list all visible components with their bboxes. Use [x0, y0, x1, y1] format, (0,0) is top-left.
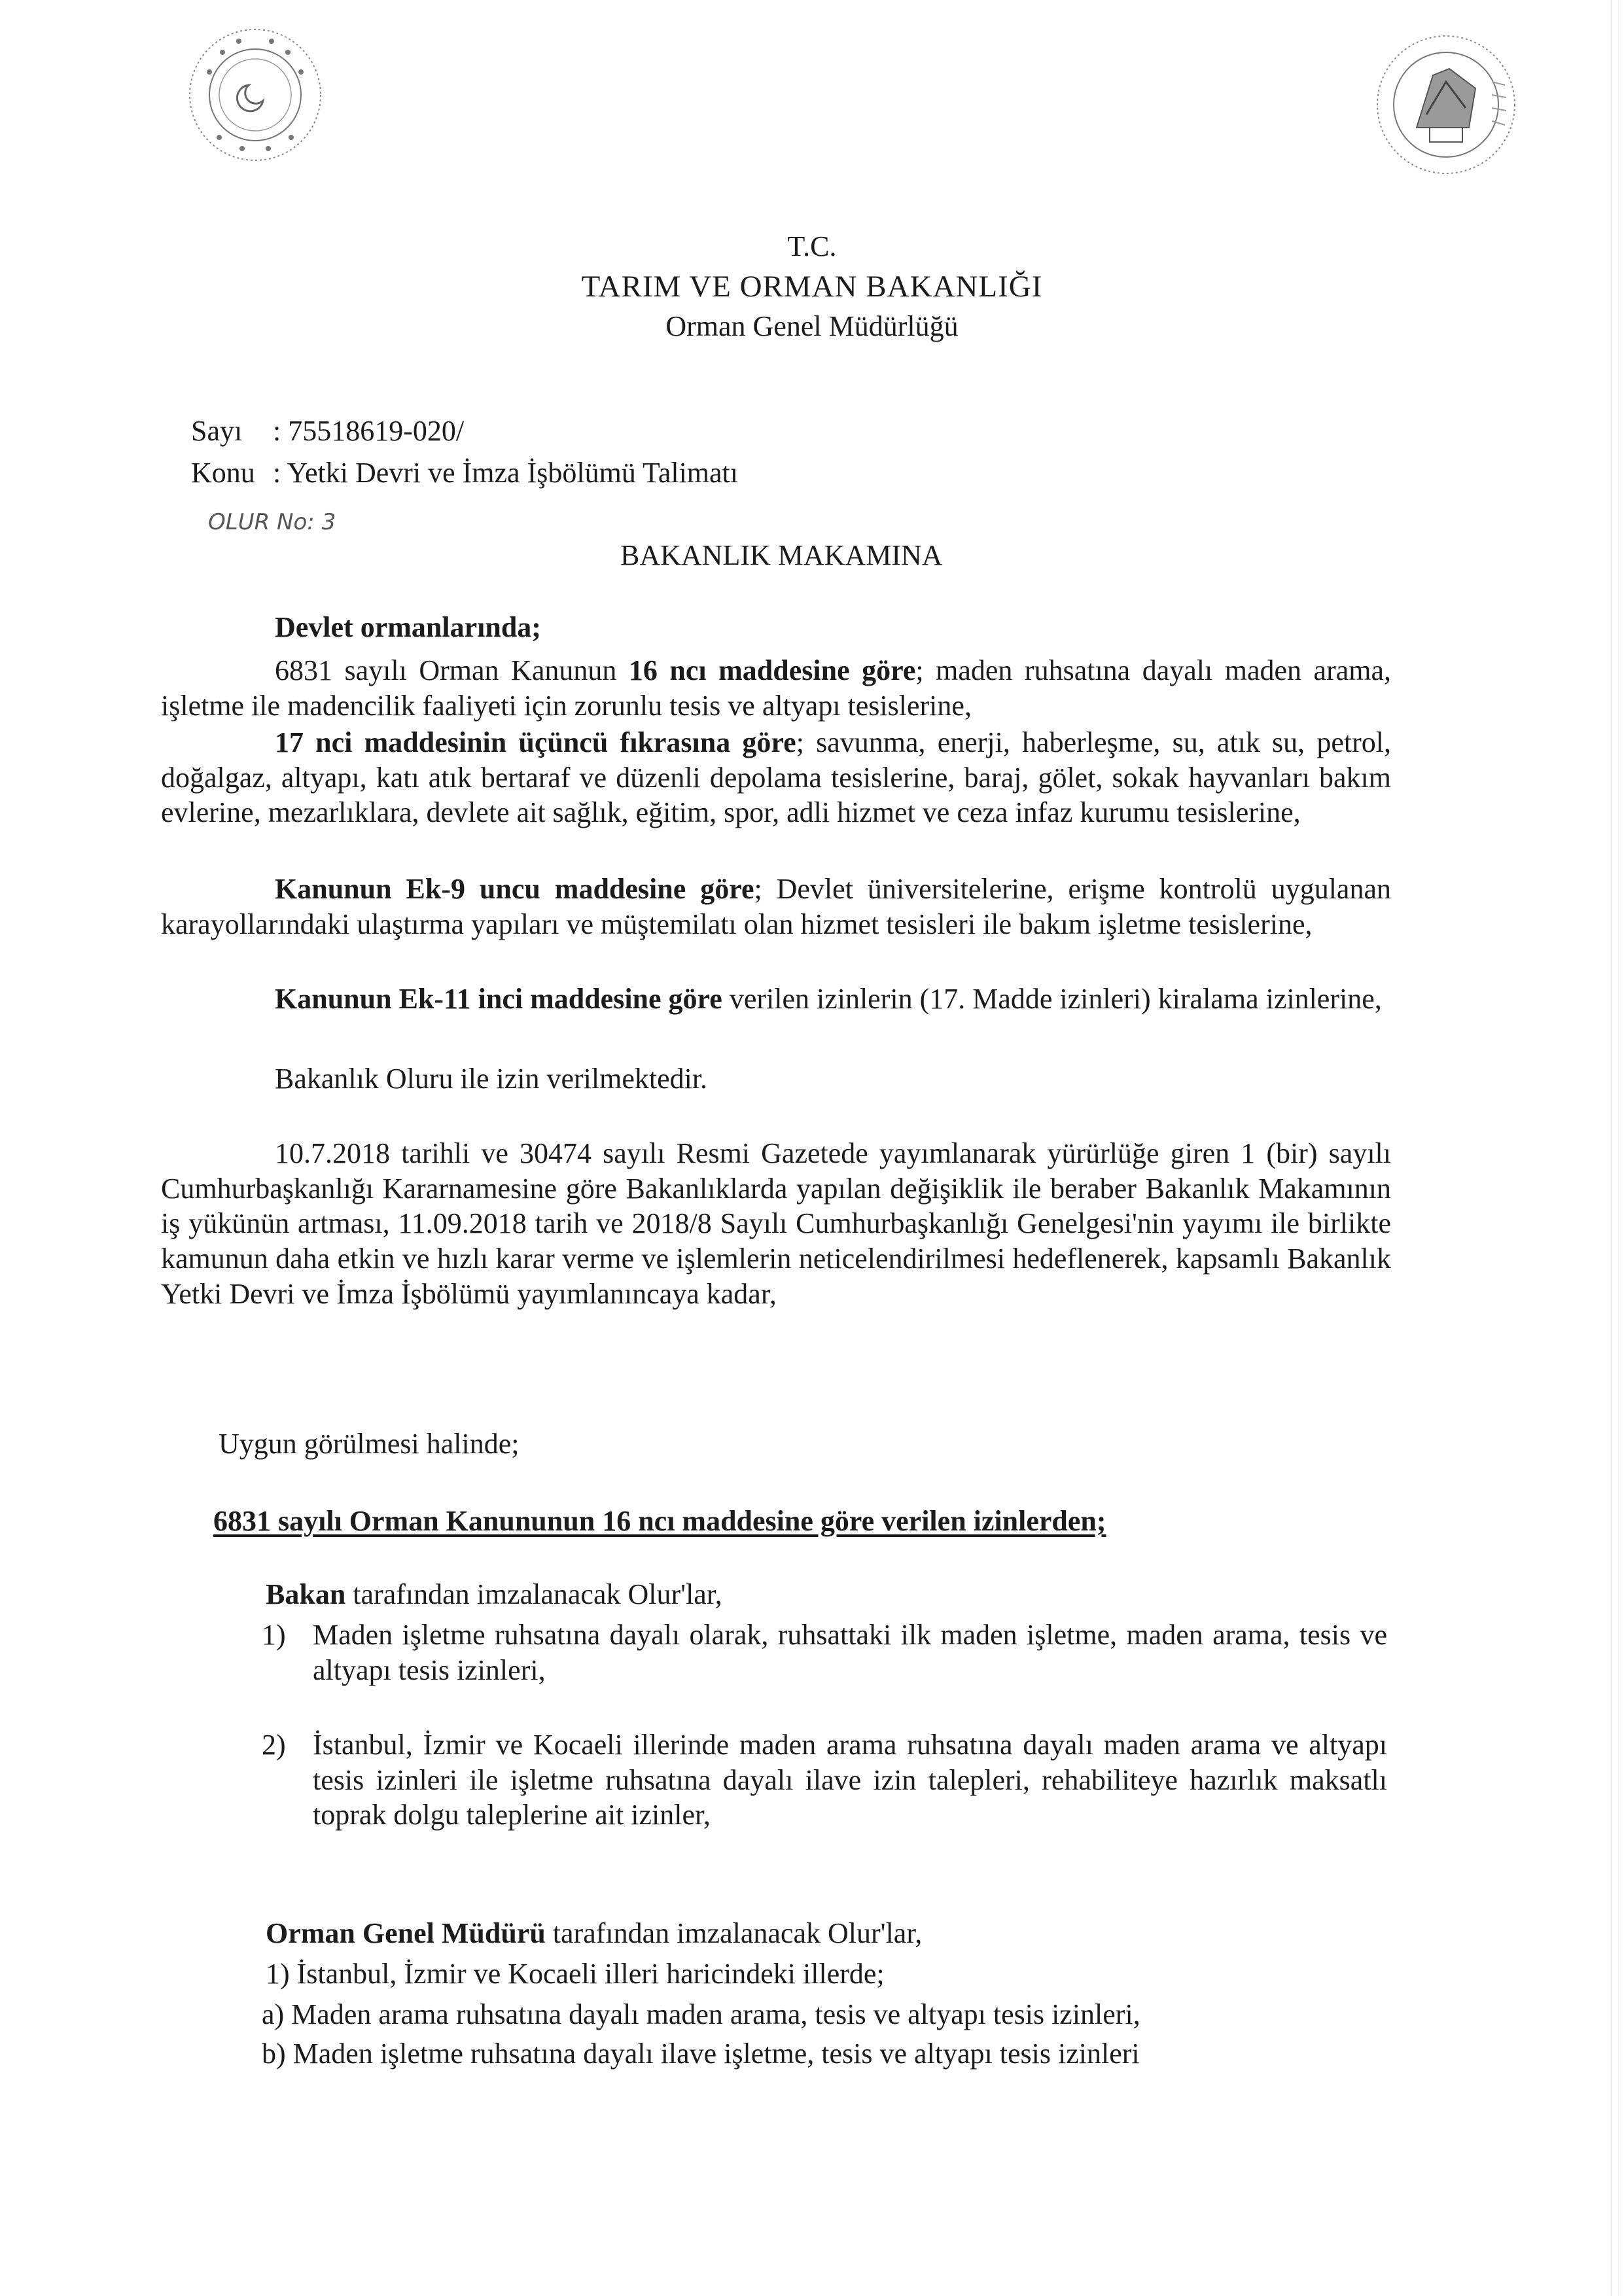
paragraph-17: 17 nci maddesinin üçüncü fıkrasına göre; savunma, enerji, haberleşme, su, atık su, petrol, doğalgaz, altyapı, katı atık bertaraf ve düzenli depolama tesislerine, baraj, gölet, sokak hayvanları bakım evlerine, mezarlıklara, devlete ait sağlık, eğitim, spor, adli hizmet ve ceza infaz kurumu tesislerine,	[161, 726, 1391, 829]
scan-edge	[1618, 0, 1619, 2296]
ogm-line-a: a) Maden arama ruhsatına dayalı maden arama, tesis ve altyapı tesis izinleri,	[262, 1998, 1140, 2030]
scan-edge	[1611, 0, 1612, 2296]
konu-line	[191, 455, 738, 491]
ogm-emblem-icon	[1371, 29, 1521, 180]
letterhead-tc: T.C.	[787, 230, 837, 262]
konu-value: : Yetki Devri ve İmza İşbölümü Talimatı	[273, 457, 739, 489]
sayi-line	[191, 414, 464, 449]
department-name: Orman Genel Müdürlüğü	[665, 310, 959, 342]
ogm-line-b: b) Maden işletme ruhsatına dayalı ilave işletme, tesis ve altyapı tesis izinleri	[262, 2038, 1140, 2070]
section-heading: 6831 sayılı Orman Kanununun 16 ncı maddesine göre verilen izinlerden;	[213, 1505, 1106, 1537]
paragraph-olur: Bakanlık Oluru ile izin verilmektedir.	[275, 1063, 708, 1095]
bakan-item-2: 2) İstanbul, İzmir ve Kocaeli illerinde maden arama ruhsatına dayalı maden arama ve altyapı tesis izinleri ile işletme ruhsatına dayalı ilave izin talepleri, rehabiliteye hazırlık maksatlı toprak dolgu taleplerine ait izinler,	[262, 1729, 1387, 1831]
bakan-lead: Bakan tarafından imzalanacak Olur'lar,	[266, 1578, 722, 1610]
uygun-text: Uygun görülmesi halinde;	[219, 1428, 520, 1460]
ministry-emblem-icon	[183, 23, 327, 167]
handwritten-note: OLUR No: 3	[208, 509, 336, 535]
bakan-item-1: 1) Maden işletme ruhsatına dayalı olarak, ruhsattaki ilk maden işletme, maden arama, tesis ve altyapı tesis izinleri,	[262, 1619, 1387, 1686]
sayi-value: : 75518619-020/	[273, 415, 465, 447]
paragraph-16: 6831 sayılı Orman Kanunun 16 ncı maddesine göre; maden ruhsatına dayalı maden arama, işletme ile madencilik faaliyeti için zorunlu tesis ve altyapı tesislerine,	[161, 654, 1392, 722]
ministry-name: TARIM VE ORMAN BAKANLIĞI	[581, 270, 1043, 304]
sayi-label: Sayı	[191, 415, 243, 447]
ogm-line-1: 1) İstanbul, İzmir ve Kocaeli illeri haricindeki illerde;	[266, 1958, 885, 1990]
paragraph-context: 10.7.2018 tarihli ve 30474 sayılı Resmi Gazetede yayımlanarak yürürlüğe giren 1 (bir) sayılı Cumhurbaşkanlığı Kararnamesine göre Bakanlıklarda yapılan değişiklik ile beraber Bakanlık Makamının iş yükünün artması, 11.09.2018 tarih ve 2018/8 Sayılı Cumhurbaşkanlığı Genelgesi'nin yayımı ile birlikte kamunun daha etkin ve hızlı karar verme ve işlemlerin neticelendirilmesi hedeflenerek, kapsamlı Bakanlık Yetki Devri ve İmza İşbölümü yayımlanıncaya kadar,	[161, 1137, 1391, 1310]
paragraph-ek9: Kanunun Ek-9 uncu maddesine göre; Devlet üniversitelerine, erişme kontrolü uygulanan karayollarındaki ulaştırma yapıları ve müştemilatı olan hizmet tesisleri ile bakım işletme tesislerine,	[161, 873, 1391, 940]
paragraph-ek11: Kanunun Ek-11 inci maddesine göre verilen izinlerin (17. Madde izinleri) kiralama izinlerine,	[275, 983, 1382, 1015]
addressee: BAKANLIK MAKAMINA	[620, 539, 943, 571]
konu-label: Konu	[191, 457, 255, 489]
intro-heading: Devlet ormanlarında;	[275, 611, 541, 643]
ogm-lead: Orman Genel Müdürü tarafından imzalanacak Olur'lar,	[266, 1917, 923, 1949]
